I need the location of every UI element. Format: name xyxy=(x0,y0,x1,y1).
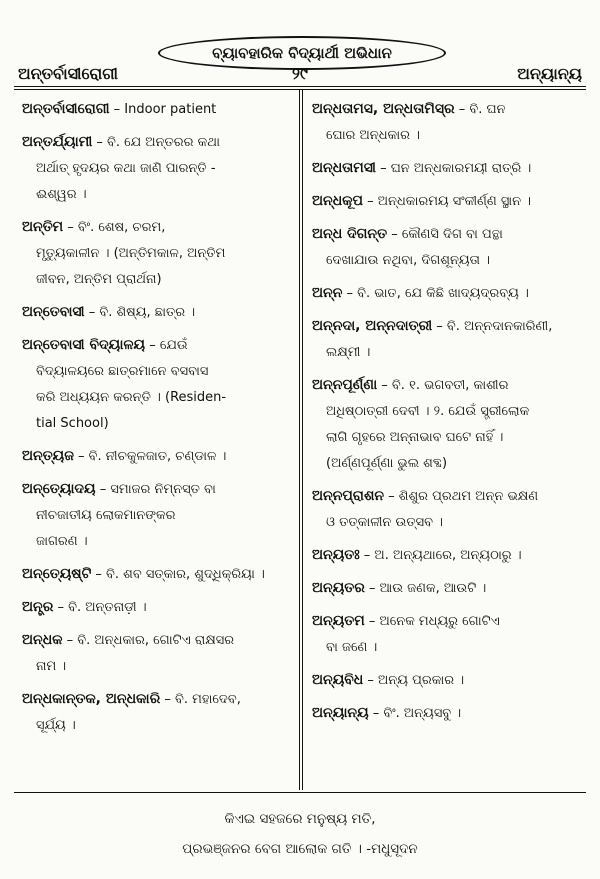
entry-definition: – ବି. ନୀଚକୁଳଜାତ, ଚଣ୍ଡାଳ । xyxy=(73,449,227,464)
entry-line xyxy=(22,96,294,123)
bottom-rule xyxy=(14,792,586,793)
entry-headword: ଅନ୍ୟବିଧ xyxy=(312,672,364,688)
entry-line xyxy=(22,686,294,713)
dictionary-entry xyxy=(312,542,588,569)
entry-line xyxy=(312,700,588,727)
entry-line xyxy=(312,313,588,340)
dictionary-entry xyxy=(22,214,294,293)
entry-continuation: ବିଦ୍ୟାଳୟରେ ଛାତ୍ରମାନେ ବସବାସ xyxy=(36,364,209,379)
footer-quote-line: ପ୍ରଭଞ୍ଜନର ବେଗ ଆଲୋକ ଗତି । -ମଧୁସୂଦନ xyxy=(182,841,418,857)
dictionary-entry xyxy=(312,483,588,536)
dictionary-entry xyxy=(22,594,294,621)
right-column xyxy=(312,96,588,788)
book-title: ବ୍ୟାବହାରିକ ବିଦ୍ୟାର୍ଥୀ ଅଭିଧାନ xyxy=(158,36,446,70)
entry-headword: ଅନ୍ନଦା, ଅନ୍ନଦାତ୍ରୀ xyxy=(312,318,433,334)
entry-line xyxy=(22,594,294,621)
entry-definition: – ଶିଶୁର ପ୍ରଥମ ଅନ୍ନ ଭକ୍ଷଣ xyxy=(384,489,539,504)
entry-definition: – ବି. ଯେ ଅନ୍ତରର କଥା xyxy=(92,135,220,150)
entry-line xyxy=(22,443,294,470)
entry-line xyxy=(22,627,294,654)
dictionary-entry xyxy=(22,686,294,739)
entry-headword: ଅନ୍ଧ ଦିଗନ୍ତ xyxy=(312,226,388,242)
entry-headword: ଅନ୍ଧତାମସୀ xyxy=(312,160,376,176)
entry-definition: – ବି. ଅନ୍ତନାଡ଼ୀ । xyxy=(53,600,147,615)
dictionary-entry xyxy=(312,313,588,366)
entry-definition: – ଯେଉଁ xyxy=(145,338,188,353)
entry-line xyxy=(312,221,588,248)
entry-definition: – ବି. ଅନ୍ଧକାର, ଗୋଟିଏ ରାକ୍ଷସର xyxy=(62,633,235,648)
dictionary-entry xyxy=(312,700,588,727)
entry-headword: ଅନ୍ତର୍ବାସୀରୋଗୀ xyxy=(22,101,110,117)
entry-headword: ଅନ୍ନ xyxy=(312,285,343,301)
dictionary-entry xyxy=(22,627,294,680)
entry-headword: ଅନ୍ତେବାସୀ ବିଦ୍ୟାଳୟ xyxy=(22,337,146,353)
entry-continuation: ନୀଚଜାତୀୟ ଲୋକମାନଙ୍କର xyxy=(36,508,176,523)
dictionary-entry xyxy=(22,561,294,588)
entry-definition: – ଅନ୍ୟ ପ୍ରକାର । xyxy=(363,673,465,688)
entry-definition: – ଆଉ ଜଣକ, ଆଉଟି । xyxy=(364,581,487,596)
entry-definition: – ଅନ୍ଧକାରମୟ ସଂକୀର୍ଣ୍ଣ ସ୍ଥାନ । xyxy=(363,194,532,209)
entry-headword: ଅନ୍ୟାନ୍ୟ xyxy=(312,705,369,721)
entry-definition: – ବି. ଶିଷ୍ୟ, ଛାତ୍ର । xyxy=(84,305,196,320)
column-divider xyxy=(299,90,300,790)
entry-headword: ଅନ୍ତେବାସୀ xyxy=(22,304,85,320)
dictionary-entry xyxy=(22,129,294,208)
entry-definition: – ବି. ଘନ xyxy=(454,102,506,117)
entry-continuation: ବା ଜଣେ । xyxy=(326,640,378,655)
entry-line xyxy=(22,299,294,326)
dictionary-entry xyxy=(22,96,294,123)
guide-word-right: ଅନ୍ୟାନ୍ୟ xyxy=(517,64,582,83)
top-rule-inner xyxy=(14,89,586,90)
entry-definition: – ବି. ଶବ ସତ୍କାର, ଶୁଦ୍ଧିକ୍ରିୟା । xyxy=(91,567,265,582)
footer-quote-line: କିଏଇ ସହଜରେ ମନୁଷ୍ୟ ମତି, xyxy=(224,811,376,827)
entry-continuation: ଲକ୍ଷ୍ମୀ । xyxy=(326,345,371,360)
entry-definition: – ବି. ୧. ଭଗବତୀ, କାଶୀର xyxy=(377,378,509,393)
dictionary-entry xyxy=(312,372,588,477)
entry-line xyxy=(312,280,588,307)
entry-line xyxy=(312,155,588,182)
entry-headword: ଅନ୍ତ୍ର xyxy=(22,599,54,615)
entry-line xyxy=(312,96,588,123)
entry-line xyxy=(312,188,588,215)
entry-line xyxy=(312,667,588,694)
dictionary-entry xyxy=(312,608,588,661)
page-number: ୨୯ xyxy=(292,64,308,83)
entry-continuation: ଈଶ୍ୱର । xyxy=(36,187,87,202)
entry-definition: – ଅନେକ ମଧ୍ୟରୁ ଗୋଟିଏ xyxy=(364,614,500,629)
entry-definition: – କୌଣସି ଦିଗ ବା ପନ୍ଥା xyxy=(387,227,503,242)
entry-definition: – ବି. ଅନ୍ନଦାନକାରିଣୀ, xyxy=(432,319,553,334)
entry-definition: – ଅ. ଅନ୍ୟଥାରେ, ଅନ୍ୟଠାରୁ । xyxy=(359,548,522,563)
dictionary-entry xyxy=(312,280,588,307)
entry-headword: ଅନ୍ୟତର xyxy=(312,580,365,596)
column-divider-inner xyxy=(302,90,303,790)
entry-continuation: ଅଧିଷ୍ଠାତ୍ରୀ ଦେବୀ । ୨. ଯେଉଁ ସ୍ତ୍ରୀଲୋକ xyxy=(326,404,530,419)
entry-headword: ଅନ୍ଧକୂପ xyxy=(312,193,363,209)
dictionary-entry xyxy=(22,299,294,326)
entry-line xyxy=(22,214,294,241)
entry-headword: ଅନ୍ତ୍ୟେଷ୍ଟି xyxy=(22,566,92,582)
entry-definition: – ସମାଜର ନିମ୍ନସ୍ତ ବା xyxy=(95,482,216,497)
entry-continuation: କରି ଅଧ୍ୟୟନ କରନ୍ତି । (Residen- xyxy=(36,390,227,405)
entry-headword: ଅନ୍ନପ୍ରାଶନ xyxy=(312,488,385,504)
entry-definition: – ଘନ ଅନ୍ଧକାରମୟୀ ରାତ୍ରି । xyxy=(375,161,532,176)
entry-line xyxy=(22,476,294,503)
dictionary-entry xyxy=(312,667,588,694)
entry-continuation: ଘୋର ଅନ୍ଧକାର । xyxy=(326,128,420,143)
entry-definition: – ବିଂ. ଅନ୍ୟସବୁ । xyxy=(368,706,462,721)
entry-line xyxy=(312,542,588,569)
top-rule xyxy=(14,86,586,87)
entry-continuation: tial School) xyxy=(36,416,109,431)
entry-definition: – ବି. ଭାତ, ଯେ କିଛି ଖାଦ୍ୟଦ୍ରବ୍ୟ । xyxy=(342,286,529,301)
entry-line xyxy=(312,575,588,602)
dictionary-entry xyxy=(22,332,294,437)
entry-continuation: ସୂର୍ଯ୍ୟ । xyxy=(36,718,76,733)
entry-continuation: ମୃତ୍ୟୁକାଳୀନ । (ଅନ୍ତିମକାଳ, ଅନ୍ତିମ xyxy=(36,246,226,261)
entry-line xyxy=(22,129,294,156)
dictionary-entry xyxy=(22,443,294,470)
left-column xyxy=(22,96,294,788)
dictionary-entry xyxy=(312,221,588,274)
entry-continuation: ଅର୍ଥାତ୍ ହୃଦୟର କଥା ଜାଣି ପାରନ୍ତି - xyxy=(36,161,216,176)
entry-continuation: ଲାଗି ଗୃହରେ ଅନ୍ନାଭାବ ଘଟେ ନାହିଁ । xyxy=(326,430,504,445)
entry-line xyxy=(312,372,588,399)
entry-line xyxy=(312,608,588,635)
entry-continuation: ଜାଗରଣ । xyxy=(36,534,88,549)
entry-headword: ଅନ୍ଧତାମସ, ଅନ୍ଧତାମିସ୍ର xyxy=(312,101,455,117)
entry-line xyxy=(22,561,294,588)
entry-headword: ଅନ୍ଧକାନ୍ତକ, ଅନ୍ଧକାରି xyxy=(22,691,161,707)
entry-headword: ଅନ୍ୟତମ xyxy=(312,613,365,629)
entry-line xyxy=(312,483,588,510)
entry-headword: ଅନ୍ନପୂର୍ଣ୍ଣା xyxy=(312,377,378,393)
guide-word-left: ଅନ୍ତର୍ବାସୀରୋଗୀ xyxy=(18,64,119,83)
dictionary-entry xyxy=(22,476,294,555)
dictionary-entry xyxy=(312,155,588,182)
entry-continuation: ଓ ତତ୍କାଳୀନ ଉତ୍ସବ । xyxy=(326,515,443,530)
entry-definition: – ବିଂ. ଶେଷ, ଚରମ, xyxy=(63,220,166,235)
entry-line xyxy=(22,332,294,359)
dictionary-entry xyxy=(312,188,588,215)
entry-continuation: ନାମ । xyxy=(36,659,67,674)
entry-headword: ଅନ୍ତର୍ଯ୍ୟାମୀ xyxy=(22,134,93,150)
entry-headword: ଅନ୍ତିମ xyxy=(22,219,64,235)
entry-headword: ଅନ୍ତ୍ୟଜ xyxy=(22,448,74,464)
entry-definition: – Indoor patient xyxy=(109,102,217,117)
dictionary-entry xyxy=(312,575,588,602)
entry-continuation: ଜୀବନ, ଅନ୍ତିମ ପ୍ରାର୍ଥନା) xyxy=(36,272,162,287)
footer-quote xyxy=(0,804,600,864)
entry-headword: ଅନ୍ଧକ xyxy=(22,632,63,648)
entry-headword: ଅନ୍ତ୍ୟୋଦୟ xyxy=(22,481,96,497)
entry-definition: – ବି. ମହାଦେବ, xyxy=(160,692,241,707)
entry-continuation: ଦେଖାଯାଉ ନଥିବା, ଦିଗଶୂନ୍ୟତା । xyxy=(326,253,490,268)
dictionary-entry xyxy=(312,96,588,149)
entry-headword: ଅନ୍ୟତଃ xyxy=(312,547,360,563)
entry-continuation: (ଅର୍ଣ୍ଣପୂର୍ଣ୍ଣା ଭୁଲ ଶବ୍ଦ) xyxy=(326,456,448,471)
